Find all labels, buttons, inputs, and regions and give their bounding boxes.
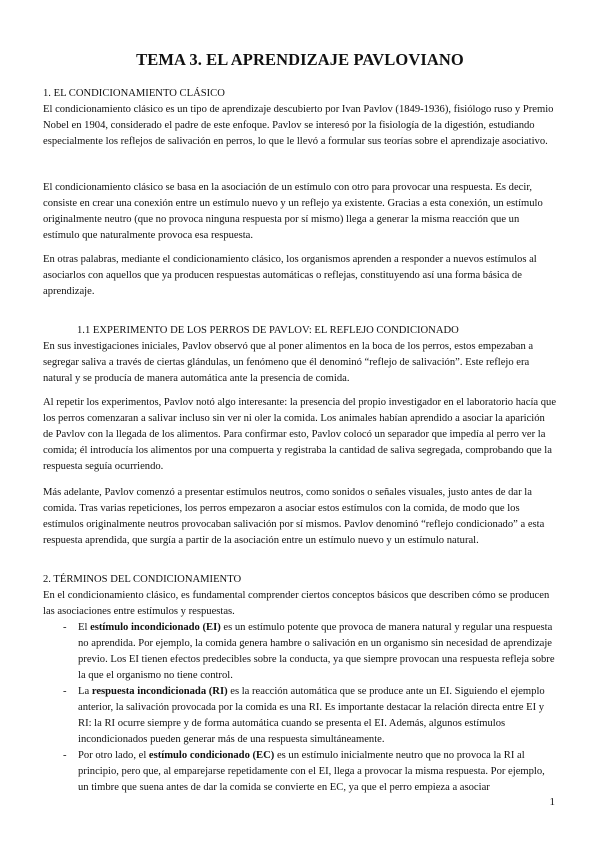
section-1-1-paragraph-1: En sus investigaciones iniciales, Pavlov observó que al poner alimentos en la boca de los perros, estos empezaban a segregar saliva a través de ciertas glándulas, un fenómeno que él denominó “reflejo de salivación”. Este reflejo era natural y se producía de manera automática ante la presencia de comida. [43, 341, 534, 384]
section-1-paragraph-2: El condicionamiento clásico se basa en la asociación de un estímulo con otro para provocar una respuesta. Es decir, consiste en crear una conexión entre un estímulo nuevo y un reflejo ya existente. Gracias a esta conexión, un estímulo originalmente neutro (que no provoca ninguna respuesta por sí mismo) llega a generar la misma reacción que un estímulo que naturalmente provoca esa respuesta. [43, 182, 543, 241]
section-1-1-paragraph-2: Al repetir los experimentos, Pavlov notó algo interesante: la presencia del propio investigador en el laboratorio hacía que los perros comenzaran a salivar incluso sin ver ni oler la comida. Los animales habían aprendido a asociar la aparición de Pavlov con la llegada de los alimentos. Para confirmar esto, Pavlov colocó un separador que impedía al perro ver la comida; él introducía los alimentos por una compuerta y registraba la cantidad de saliva segregada, comprobando que la respuesta seguía ocurriendo. [43, 397, 557, 472]
section-1-paragraph-1: El condicionamiento clásico es un tipo de aprendizaje descubierto por Ivan Pavlov (1849-1936), fisiólogo ruso y Premio Nobel en 1904, considerado el padre de este enfoque. Pavlov se interesó por la fisiología de la digestión, estudiando especialmente los reflejos de salivación en perros, lo que le llevó a formular sus teorías sobre el aprendizaje asociativo. [43, 104, 554, 147]
section-2-intro: En el condicionamiento clásico, es fundamental comprender ciertos conceptos básicos que describen cómo se producen las asociaciones entre estímulos y respuestas. [43, 590, 550, 617]
section-1 [43, 86, 557, 150]
section-1-1-paragraph-3: Más adelante, Pavlov comenzó a presentar estímulos neutros, como sonidos o señales visuales, justo antes de dar la comida. Tras varias repeticiones, los perros empezaron a asociar estos estímulos con la comida, de modo que los estímulos originalmente neutros provocaban salivación por sí mismos. Pavlov denominó “reflejo condicionado” a esta respuesta aprendida, que surgía a partir de la asociación entre un estímulo nuevo y un estímulo natural. [43, 487, 545, 546]
section-2-heading: 2. TÉRMINOS DEL CONDICIONAMIENTO [43, 574, 242, 585]
section-1-paragraph-3-block [43, 252, 557, 300]
term-bold: estímulo incondicionado (EI) [90, 622, 221, 633]
section-1-paragraph-2-block [43, 180, 557, 244]
list-item: - La respuesta incondicionada (RI) es la reacción automática que se produce ante un EI. Siguiendo el ejemplo anterior, la salivación provocada por la comida es una RI. Es importante destacar la relación directa entre EI y RI: la RI ocurre siempre y de forma automática cuando se presenta el EI. Además, algunos estímulos incondicionados pueden generar más de una respuesta simultáneamente. [43, 684, 557, 748]
section-1-1-heading: 1.1 EXPERIMENTO DE LOS PERROS DE PAVLOV: EL REFLEJO CONDICIONADO [77, 325, 459, 336]
list-item: - El estímulo incondicionado (EI) es un estímulo potente que provoca de manera natural y regular una respuesta no aprendida. Por ejemplo, la comida genera hambre o salivación en un organismo sin necesidad de aprendizaje previo. Los EI tienen efectos predecibles sobre la conducta, ya que siempre provocan una respuesta refleja sobre la que el organismo no tiene control. [43, 620, 557, 684]
section-1-heading: 1. EL CONDICIONAMIENTO CLÁSICO [43, 88, 225, 99]
section-1-1 [43, 323, 557, 387]
term-bold: estímulo condicionado (EC) [148, 750, 275, 761]
page-title: TEMA 3. EL APRENDIZAJE PAVLOVIANO [136, 50, 464, 69]
terms-list [43, 620, 557, 796]
section-1-paragraph-3: En otras palabras, mediante el condicionamiento clásico, los organismos aprenden a responder a nuevos estímulos al asociarlos con aquellos que ya producen respuestas automáticas o reflejas, constituyendo así una forma básica de aprendizaje. [43, 254, 537, 297]
section-2 [43, 572, 557, 796]
section-1-1-paragraph-2-block [43, 395, 557, 475]
page-number: 1 [549, 796, 555, 808]
section-1-1-paragraph-3-block [43, 485, 557, 549]
list-item: - Por otro lado, el estímulo condicionado (EC) es un estímulo inicialmente neutro que no provoca la RI al principio, pero que, al emparejarse repetidamente con el EI, llega a provocar la misma respuesta. Por ejemplo, un timbre que suena antes de dar la comida se convierte en EC, ya que el perro empieza a asociar [43, 748, 557, 796]
term-bold: respuesta incondicionada (RI) [91, 686, 228, 697]
